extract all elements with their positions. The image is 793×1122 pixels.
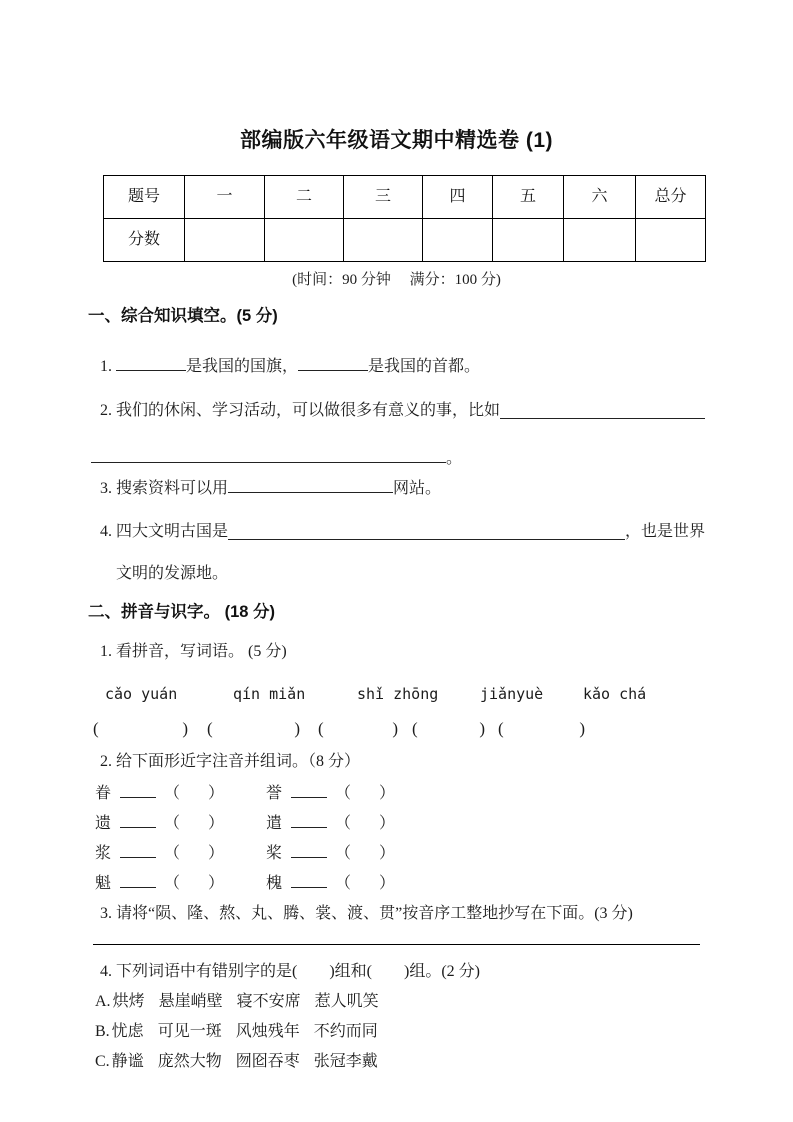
close-paren: ） bbox=[379, 815, 396, 832]
question-text: 文明的发源地。 bbox=[116, 565, 229, 582]
answer-blank bbox=[298, 356, 368, 371]
hanzi-char: 遣 bbox=[266, 815, 283, 832]
question-number: 2. bbox=[100, 402, 112, 419]
score-table-empty-cell bbox=[423, 219, 493, 262]
char-entry bbox=[266, 783, 395, 805]
score-table-empty-cell bbox=[636, 219, 706, 262]
pinyin-row bbox=[88, 683, 705, 705]
answer-paren-pair bbox=[318, 718, 398, 740]
answer-paren-row bbox=[88, 718, 705, 740]
option-word: 忧虑 bbox=[111, 1023, 144, 1040]
open-paren: ( bbox=[93, 719, 99, 738]
hanzi-char: 浆 bbox=[95, 845, 112, 862]
answer-paren-pair bbox=[207, 718, 300, 740]
page-title: 部编版六年级语文期中精选卷 (1) bbox=[240, 129, 553, 152]
close-paren: ） bbox=[208, 815, 225, 832]
question-1-3 bbox=[88, 478, 705, 500]
question-text: 是我国的国旗， bbox=[186, 358, 299, 375]
hanzi-char: 槐 bbox=[266, 875, 283, 892]
question-number: 3. bbox=[100, 480, 112, 497]
similar-char-row bbox=[88, 873, 705, 895]
question-text: 我们的休闲、学习活动，可以做很多有意义的事，比如 bbox=[116, 402, 501, 419]
score-table-label-cell: 分数 bbox=[104, 219, 185, 262]
answer-blank bbox=[228, 525, 625, 540]
option-word: 静谧 bbox=[111, 1053, 144, 1070]
char-entry bbox=[88, 813, 266, 835]
close-paren: ） bbox=[208, 845, 225, 862]
question-text: 网站。 bbox=[393, 480, 442, 497]
similar-char-rows bbox=[88, 783, 705, 895]
question-1-2-continued bbox=[88, 448, 705, 470]
similar-char-row bbox=[88, 843, 705, 865]
score-table-cell: 一 bbox=[185, 176, 265, 219]
char-entry bbox=[266, 843, 395, 865]
score-table-empty-cell bbox=[344, 219, 423, 262]
option-word: 可见一斑 bbox=[157, 1023, 222, 1040]
question-number: 4. bbox=[100, 523, 112, 540]
score-table-cell: 二 bbox=[265, 176, 344, 219]
open-paren: ( bbox=[207, 719, 213, 738]
pinyin-item: cǎo yuán bbox=[105, 685, 178, 703]
close-paren: ) bbox=[579, 719, 585, 738]
open-paren: （ bbox=[164, 815, 181, 832]
open-paren: （ bbox=[164, 845, 181, 862]
similar-char-row bbox=[88, 813, 705, 835]
open-paren: （ bbox=[335, 875, 352, 892]
question-1-4 bbox=[88, 521, 705, 543]
score-table-cell: 五 bbox=[493, 176, 564, 219]
close-paren: ) bbox=[294, 719, 300, 738]
question-text: 是我国的首都。 bbox=[368, 358, 481, 375]
hanzi-char: 誉 bbox=[266, 785, 283, 802]
option-row-b bbox=[88, 1021, 705, 1043]
exam-meta: (时间：90 分钟 满分：100 分) bbox=[292, 272, 501, 288]
question-text: 搜索资料可以用 bbox=[116, 480, 229, 497]
open-paren: （ bbox=[164, 875, 181, 892]
answer-blank bbox=[120, 813, 156, 828]
pinyin-item: kǎo chá bbox=[583, 685, 647, 703]
pinyin-item: jiǎnyuè bbox=[480, 685, 544, 703]
option-letter: C. bbox=[95, 1053, 110, 1070]
question-text: ，也是世界 bbox=[624, 523, 705, 540]
exam-body bbox=[88, 305, 705, 1073]
open-paren: （ bbox=[335, 845, 352, 862]
question-2-2-label: 2. 给下面形近字注音并组词。（8 分） bbox=[100, 753, 361, 770]
answer-blank bbox=[291, 873, 327, 888]
score-table-empty-cell bbox=[265, 219, 344, 262]
char-entry bbox=[88, 843, 266, 865]
score-table-empty-cell bbox=[185, 219, 265, 262]
section-1-heading: 一、综合知识填空。(5 分) bbox=[88, 307, 278, 325]
option-word: 囫囵吞枣 bbox=[235, 1053, 300, 1070]
option-word: 烘烤 bbox=[112, 993, 145, 1010]
option-word: 寝不安席 bbox=[236, 993, 301, 1010]
char-entry bbox=[266, 873, 395, 895]
answer-blank bbox=[291, 813, 327, 828]
close-paren: ） bbox=[379, 785, 396, 802]
option-word: 悬崖峭壁 bbox=[158, 993, 223, 1010]
hanzi-char: 眷 bbox=[95, 785, 112, 802]
question-number: 1. bbox=[100, 358, 112, 375]
answer-blank bbox=[120, 843, 156, 858]
char-entry bbox=[266, 813, 395, 835]
score-table-empty-cell bbox=[493, 219, 564, 262]
option-row-c bbox=[88, 1051, 705, 1073]
option-word: 张冠李戴 bbox=[313, 1053, 378, 1070]
score-table-label-cell: 题号 bbox=[104, 176, 185, 219]
similar-char-row bbox=[88, 783, 705, 805]
pinyin-item: shǐ zhōng bbox=[357, 685, 439, 703]
open-paren: ( bbox=[318, 719, 324, 738]
score-table-cell: 三 bbox=[344, 176, 423, 219]
open-paren: ( bbox=[412, 719, 418, 738]
answer-blank bbox=[500, 404, 705, 419]
option-letter: A. bbox=[95, 993, 111, 1010]
answer-paren-pair bbox=[412, 718, 485, 740]
answer-blank bbox=[116, 356, 186, 371]
close-paren: ） bbox=[208, 875, 225, 892]
section-2-heading: 二、拼音与识字。 (18 分) bbox=[88, 603, 276, 621]
score-table-cell: 总分 bbox=[636, 176, 706, 219]
option-row-a bbox=[88, 991, 705, 1013]
score-table-score-row bbox=[104, 219, 706, 262]
close-paren: ) bbox=[479, 719, 485, 738]
score-table-header-row bbox=[104, 176, 706, 219]
question-1-1 bbox=[88, 356, 705, 378]
pinyin-item: qín miǎn bbox=[233, 685, 306, 703]
answer-blank bbox=[228, 478, 393, 493]
option-word: 庞然大物 bbox=[157, 1053, 222, 1070]
close-paren: ） bbox=[379, 875, 396, 892]
question-1-2 bbox=[88, 400, 705, 422]
score-table-cell: 四 bbox=[423, 176, 493, 219]
answer-paren-pair bbox=[93, 718, 188, 740]
answer-paren-pair bbox=[498, 718, 585, 740]
question-text: 。 bbox=[446, 450, 463, 467]
open-paren: （ bbox=[335, 815, 352, 832]
score-table-empty-cell bbox=[564, 219, 636, 262]
option-word: 不约而同 bbox=[313, 1023, 378, 1040]
char-entry bbox=[88, 873, 266, 895]
answer-blank bbox=[291, 843, 327, 858]
answer-writing-line bbox=[93, 944, 700, 945]
hanzi-char: 魁 bbox=[95, 875, 112, 892]
open-paren: （ bbox=[164, 785, 181, 802]
open-paren: ( bbox=[498, 719, 504, 738]
question-2-3-label: 3. 请将“陨、隆、熬、丸、腾、裳、渡、贯”按音序工整地抄写在下面。(3 分) bbox=[100, 905, 633, 922]
hanzi-char: 遗 bbox=[95, 815, 112, 832]
score-table-cell: 六 bbox=[564, 176, 636, 219]
question-2-1-label: 1. 看拼音，写词语。 (5 分) bbox=[100, 643, 287, 660]
option-word: 风烛残年 bbox=[235, 1023, 300, 1040]
question-2-4-label: 4. 下列词语中有错别字的是( )组和( )组。(2 分) bbox=[100, 963, 480, 980]
close-paren: ） bbox=[208, 785, 225, 802]
score-table bbox=[103, 175, 706, 262]
open-paren: （ bbox=[335, 785, 352, 802]
close-paren: ) bbox=[392, 719, 398, 738]
hanzi-char: 桨 bbox=[266, 845, 283, 862]
answer-blank bbox=[120, 783, 156, 798]
answer-blank bbox=[291, 783, 327, 798]
answer-blank bbox=[120, 873, 156, 888]
close-paren: ） bbox=[379, 845, 396, 862]
close-paren: ) bbox=[182, 719, 188, 738]
option-word: 惹人叽笑 bbox=[314, 993, 379, 1010]
char-entry bbox=[88, 783, 266, 805]
answer-blank bbox=[91, 448, 446, 463]
option-letter: B. bbox=[95, 1023, 110, 1040]
question-1-4-continued bbox=[88, 563, 705, 585]
question-text: 四大文明古国是 bbox=[116, 523, 229, 540]
